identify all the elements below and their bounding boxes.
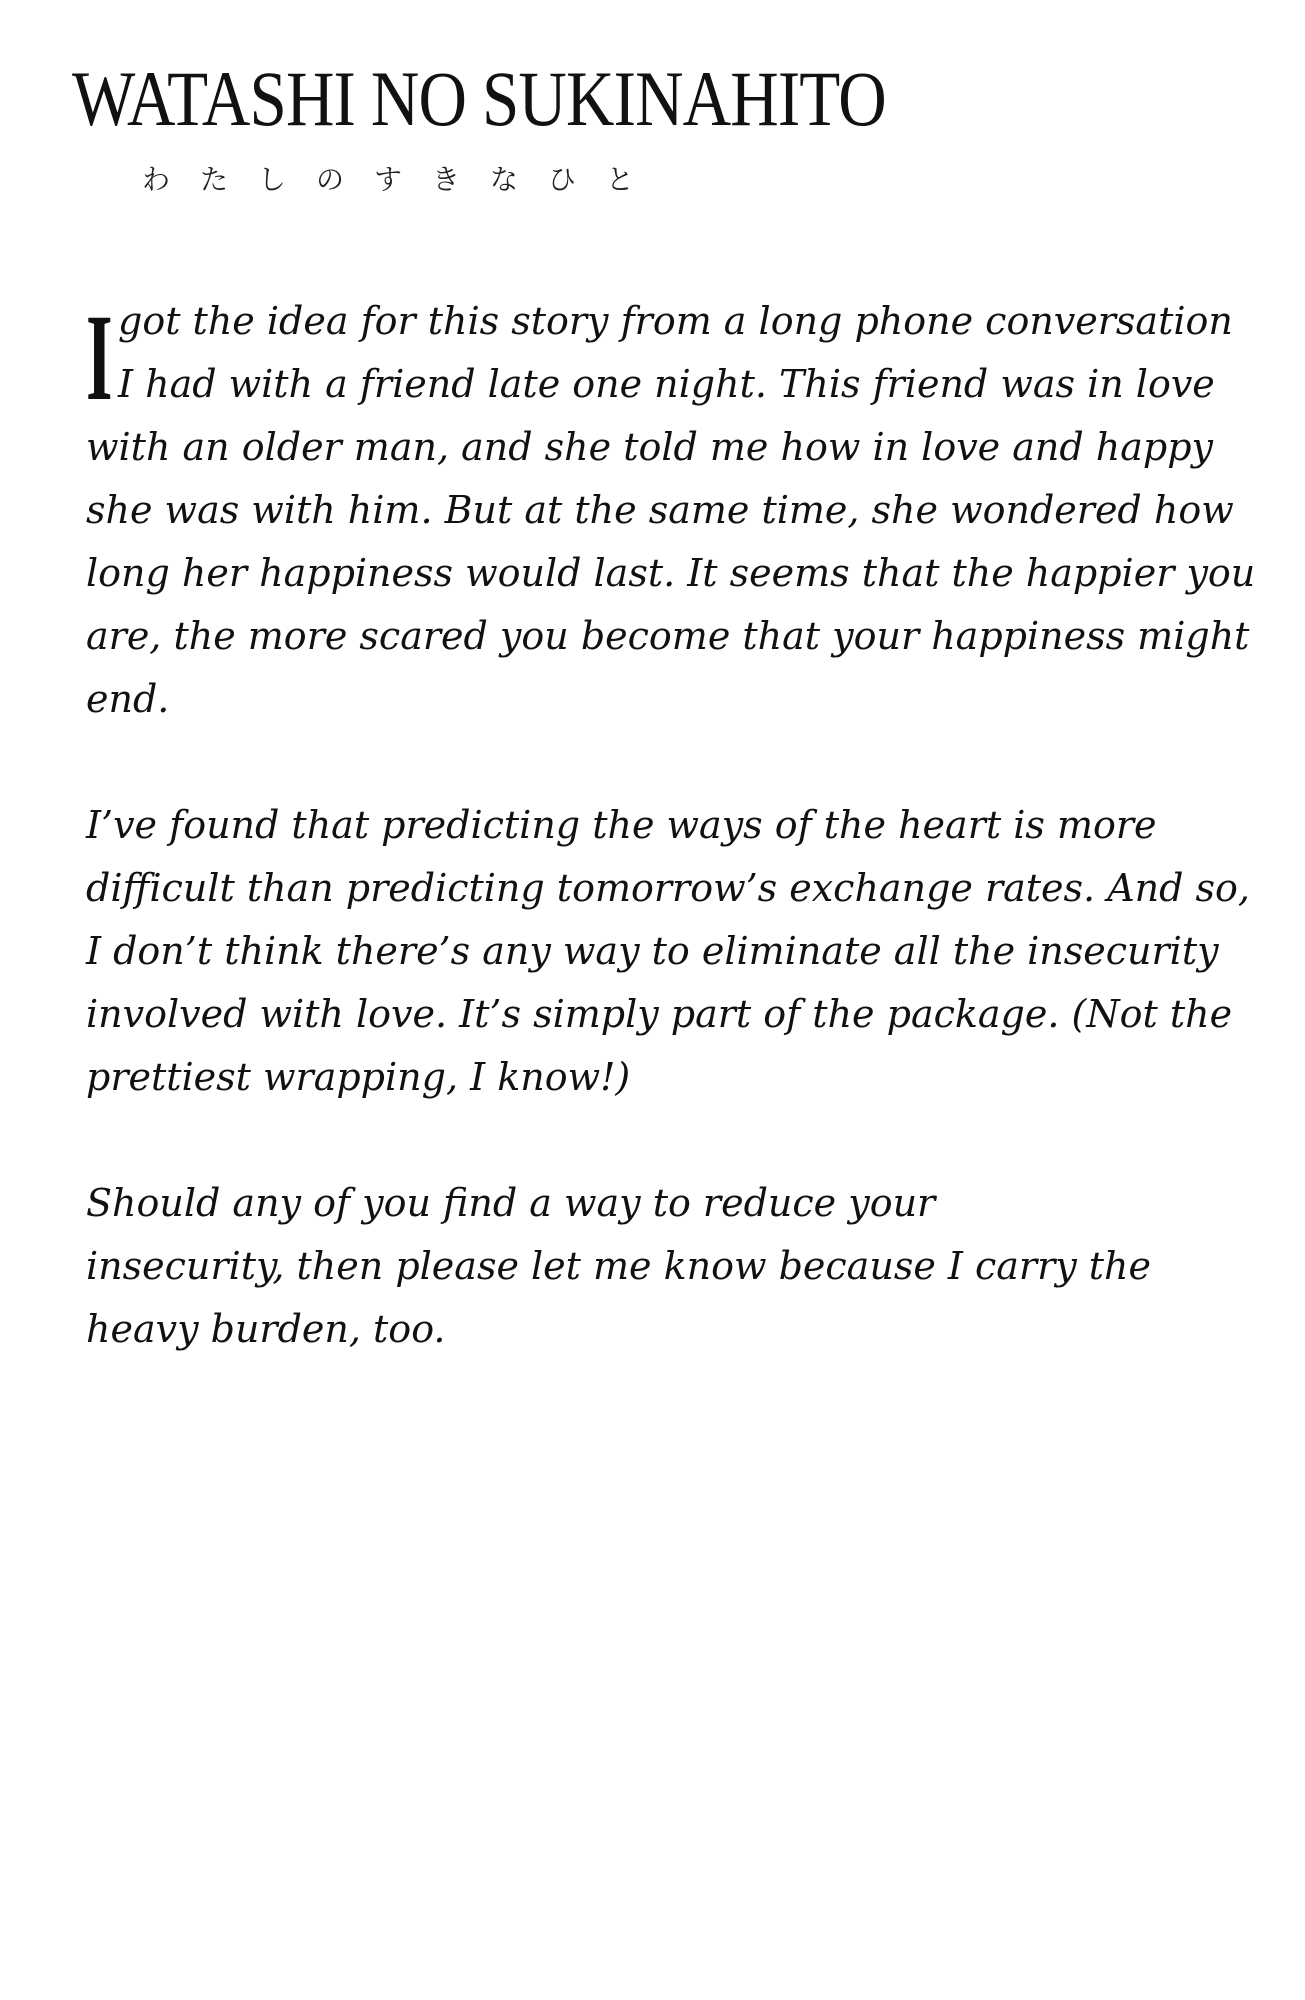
- text-line: long her happiness would last. It seems that the happier you: [86, 551, 1256, 595]
- paragraph-1: [86, 290, 1266, 731]
- paragraph-3: [86, 1172, 1266, 1361]
- text-line: involved with love. It’s simply part of the package. (Not the: [86, 992, 1233, 1036]
- text-line: Should any of you find a way to reduce your: [86, 1181, 936, 1225]
- text-line: I don’t think there’s any way to eliminate all the insecurity: [86, 929, 1219, 973]
- paragraph-2: [86, 794, 1266, 1109]
- text-line: with an older man, and she told me how in love and happy: [86, 425, 1214, 469]
- text-line: difficult than predicting tomorrow’s exchange rates. And so,: [86, 866, 1250, 910]
- text-line: I’ve found that predicting the ways of the heart is more: [86, 803, 1157, 847]
- text-line: I had with a friend late one night. This friend was in love: [118, 362, 1215, 406]
- text-line: insecurity, then please let me know because I carry the: [86, 1244, 1152, 1288]
- text-line: end.: [86, 677, 170, 721]
- text-line: prettiest wrapping, I know!): [86, 1055, 631, 1099]
- essay-body: [86, 290, 1266, 1424]
- title-kana: わたしのすきなひと: [142, 163, 665, 196]
- page-title: WATASHI NO SUKINAHITO: [72, 55, 886, 142]
- text-line: got the idea for this story from a long phone conversation: [118, 299, 1233, 343]
- text-line: she was with him. But at the same time, she wondered how: [86, 488, 1234, 532]
- text-line: are, the more scared you become that your happiness might: [86, 614, 1250, 658]
- drop-cap: I: [86, 289, 113, 426]
- text-line: heavy burden, too.: [86, 1307, 446, 1351]
